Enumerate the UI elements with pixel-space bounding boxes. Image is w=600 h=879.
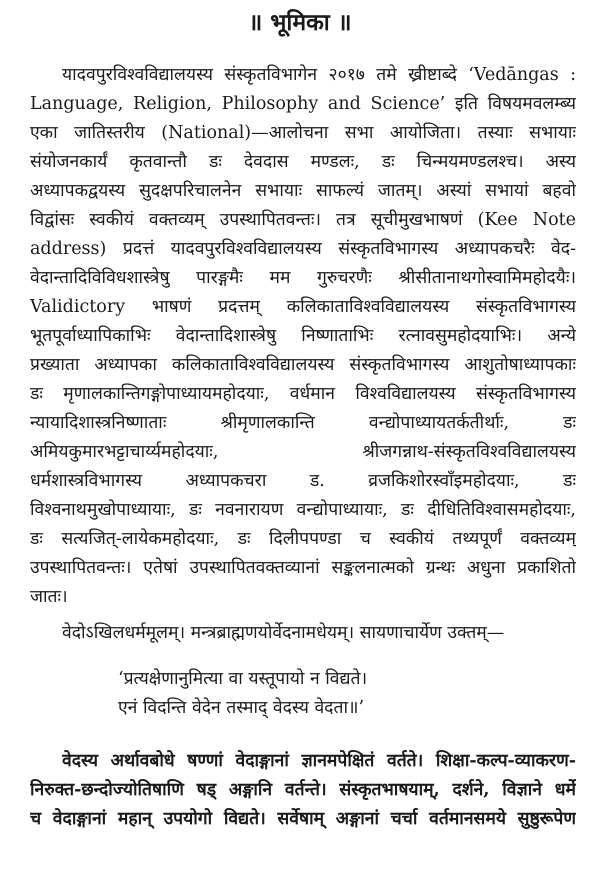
paragraph-line: अध्यापकद्वयस्य सुदक्षपरिचालनेन सभायाः साफल्यं जातम्। अस्यां सभायां बहवो <box>30 181 576 201</box>
paragraph-line: अमियकुमारभट्टाचार्य्यमहोदयाः, श्रीजगन्नाथ-संस्कृतविश्वविद्यालयस्य <box>30 442 576 462</box>
paragraph-line: न्यायादिशास्त्रनिष्णाताः श्रीमृणालकान्ति वन्द्योपाध्यायतर्कतीर्थाः, डः <box>30 413 576 433</box>
paragraph-line: भूतपूर्वाध्यापिकाभिः वेदान्तादिशास्त्रेषु निष्णाताभिः रत्नावसुमहोदयाभिः। अन्ये <box>30 326 576 346</box>
paragraph-line: उपस्थापितवन्तः। एतेषां उपस्थापितवक्तव्यानां सङ्कलनात्मको ग्रन्थः अधुना प्रकाशितो <box>30 558 576 578</box>
paragraph-line: यादवपुरविश्वविद्यालयस्य संस्कृतविभागेन २०१७ तमे ख्रीष्टाब्दे ‘Vedāngas : <box>62 65 576 85</box>
verse-line: एनं विदन्ति वेदेन तस्माद् वेदस्य वेदता॥’ <box>118 698 365 718</box>
paragraph-line: वेदस्य अर्थावबोधे षण्णां वेदाङ्गानां ज्ञानमपेक्षितं वर्तते। शिक्षा-कल्प-व्याकरण- <box>62 751 576 771</box>
paragraph-line: विद्वांसः स्वकीयं वक्तव्यम् उपस्थापितवन्तः। तत्र सूचीमुखभाषणं (Kee Note <box>30 210 576 230</box>
paragraph-line: जातः। <box>30 587 68 607</box>
paragraph-line: प्रख्याता अध्यापका कलिकाताविश्वविद्यालयस्य संस्कृतविभागस्य आशुतोषाध्यापकाः <box>30 355 576 375</box>
paragraph-line: विश्वनाथमुखोपाध्यायाः, डः नवनारायण वन्द्योपाध्यायाः, डः दीधितिविश्वासमहोदयाः, <box>30 500 576 520</box>
paragraph-line: निरुक्त-छन्दोज्योतिषाणि षड् अङ्गानि वर्तन्ते। संस्कृतभाषयाम्, दर्शने, विज्ञाने धर्मे <box>30 780 576 800</box>
paragraph-line: एका जातिस्तरीय (National)—आलोचना सभा आयोजिता। तस्याः सभायाः <box>30 123 576 143</box>
paragraph-line: address) प्रदत्तं यादवपुरविश्वविद्यालयस्य संस्कृतविभागस्य अध्यापकचरैः वेद- <box>30 239 576 259</box>
paragraph-line: संयोजनकार्यं कृतवान्तौ डः देवदास मण्डलः, डः चिन्मयमण्डलश्च। अस्य <box>30 152 576 172</box>
paragraph-line: Language, Religion, Philosophy and Science’ इति विषयमवलम्ब्य <box>30 94 576 114</box>
paragraph-line: डः सत्यजित्-लायेकमहोदयाः, डः दिलीपपण्डा च स्वकीयं तथ्यपूर्णं वक्तव्यम् <box>30 529 576 549</box>
paragraph-line: डः मृणालकान्तिगङ्गोपाध्यायमहोदयाः, वर्धमान विश्वविद्यालयस्य संस्कृतविभागस्य <box>30 384 576 404</box>
paragraph-line: Validictory भाषणं प्रदत्तम् कलिकाताविश्वविद्यालयस्य संस्कृतविभागस्य <box>30 297 576 317</box>
paragraph-line: वेदोऽखिलधर्ममूलम्। मन्त्रब्राह्मणयोर्वेदनामधेयम्। सायणाचार्येण उक्तम्— <box>62 623 505 643</box>
verse-line: ‘प्रत्यक्षेणानुमित्या वा यस्तूपायो न विद्यते। <box>118 669 368 689</box>
paragraph-line: वेदान्तादिविविधशास्त्रेषु पारङ्गमैः मम गुरुचरणैः श्रीसीतानाथगोस्वामिमहोदयैः। <box>30 268 576 288</box>
paragraph-line: धर्मशास्त्रविभागस्य अध्यापकचरा ड. व्रजकिशोरस्वाँइमहोदयाः, डः <box>30 471 576 491</box>
page-title: ॥ भूमिका ॥ <box>248 9 352 36</box>
paragraph-line: च वेदाङ्गानां महान् उपयोगो विद्यते। सर्वेषाम् अङ्गानां चर्चा वर्तमानसमये सुष्ठुरूपेण <box>30 809 576 829</box>
